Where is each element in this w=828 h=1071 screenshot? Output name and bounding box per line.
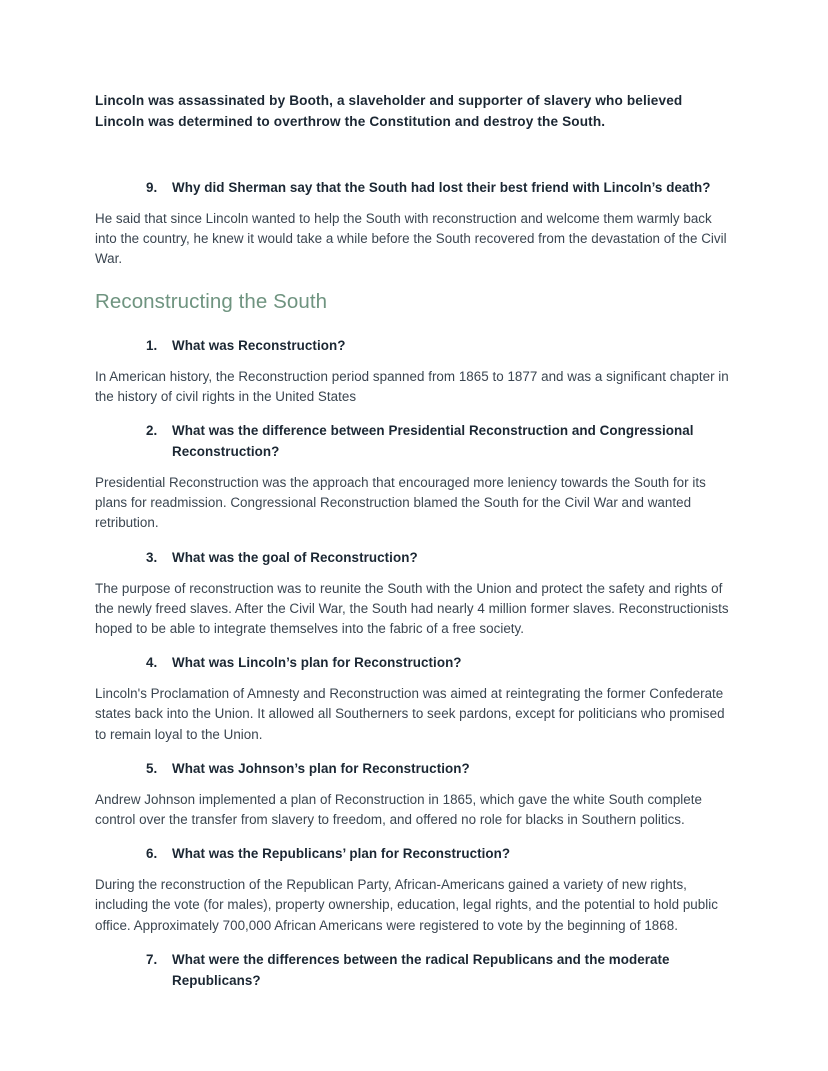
- question-heading-1: [95, 335, 733, 356]
- answer-text-6: During the reconstruction of the Republican Party, African-Americans gained a variety of new rights, including the vote (for males), property ownership, education, legal rights, and the potential to hold public office. Approximately 700,000 African Americans were registered to vote by the beginning of 1868.: [95, 877, 718, 933]
- qa-block-7: [95, 949, 733, 991]
- question-number: 7.: [146, 951, 158, 967]
- question-heading-4: [95, 652, 733, 673]
- spacer: [95, 316, 733, 335]
- lead-statement: Lincoln was assassinated by Booth, a slaveholder and supporter of slavery who believed Lincoln was determined to overthrow the Constitution and destroy the South.: [95, 93, 683, 129]
- question-number: 4.: [146, 655, 158, 671]
- section-heading: Reconstructing the South: [95, 289, 328, 313]
- question-number: 9.: [146, 180, 158, 195]
- spacer: [95, 270, 733, 288]
- spacer: [95, 568, 733, 579]
- qa-block-3: [95, 547, 733, 640]
- answer-text-2: Presidential Reconstruction was the approach that encouraged more leniency towards the South for its plans for readmission. Congressional Reconstruction blamed the South for the Civil War and wanted retribution.: [95, 475, 706, 531]
- spacer: [95, 198, 733, 209]
- answer-text-9: He said that since Lincoln wanted to help the South with reconstruction and welcome them warmly back into the country, he knew it would take a while before the South recovered from the devastation of the Civil War.: [95, 211, 727, 267]
- answer-text-1: In American history, the Reconstruction period spanned from 1865 to 1877 and was a significant chapter in the history of civil rights in the United States: [95, 368, 729, 404]
- question-number: 1.: [146, 337, 158, 353]
- question-text: What were the differences between the radical Republicans and the moderate Republicans?: [172, 951, 670, 988]
- question-text: What was the difference between Presidential Reconstruction and Congressional Reconstruction?: [172, 423, 694, 460]
- answer-text-4: Lincoln's Proclamation of Amnesty and Reconstruction was aimed at reintegrating the former Confederate states back into the Union. It allowed all Southerners to seek pardons, except for politicians who promised to remain loyal to the Union.: [95, 686, 725, 742]
- answer-text-3: The purpose of reconstruction was to reunite the South with the Union and protect the safety and rights of the newly freed slaves. After the Civil War, the South had nearly 4 million former slaves. Reconstructionists hoped to be able to integrate themselves into the fabric of a free society.: [95, 580, 729, 637]
- spacer: [95, 639, 733, 652]
- question-heading-7: [95, 949, 733, 991]
- question-text: Why did Sherman say that the South had lost their best friend with Lincoln’s death?: [172, 180, 711, 195]
- question-text: What was the Republicans’ plan for Reconstruction?: [172, 846, 511, 862]
- spacer: [95, 534, 733, 547]
- qa-block-4: [95, 652, 733, 745]
- question-number: 6.: [146, 846, 158, 862]
- spacer: [95, 936, 733, 949]
- question-number: 2.: [146, 423, 158, 439]
- question-text: What was Johnson’s plan for Reconstruction?: [172, 760, 470, 776]
- qa-block-intro: [95, 177, 733, 270]
- question-text: What was Lincoln’s plan for Reconstruction?: [172, 655, 462, 671]
- spacer: [95, 779, 733, 790]
- spacer: [95, 673, 733, 684]
- question-heading-9: [95, 177, 733, 198]
- question-number: 3.: [146, 549, 158, 565]
- spacer: [95, 356, 733, 367]
- qa-block-1: [95, 335, 733, 407]
- qa-block-5: [95, 758, 733, 830]
- qa-block-2: [95, 420, 733, 534]
- question-number: 5.: [146, 760, 158, 776]
- question-heading-5: [95, 758, 733, 779]
- spacer: [95, 745, 733, 758]
- spacer: [95, 136, 733, 177]
- spacer: [95, 830, 733, 843]
- question-text: What was the goal of Reconstruction?: [172, 549, 418, 565]
- spacer: [95, 407, 733, 420]
- qa-block-6: [95, 843, 733, 936]
- spacer: [95, 462, 733, 473]
- answer-text-5: Andrew Johnson implemented a plan of Reconstruction in 1865, which gave the white South complete control over the transfer from slavery to freedom, and offered no role for blacks in Southern politics.: [95, 791, 703, 828]
- question-text: What was Reconstruction?: [172, 337, 346, 353]
- spacer: [95, 864, 733, 875]
- question-heading-2: [95, 420, 733, 462]
- question-heading-3: [95, 547, 733, 568]
- question-heading-6: [95, 843, 733, 864]
